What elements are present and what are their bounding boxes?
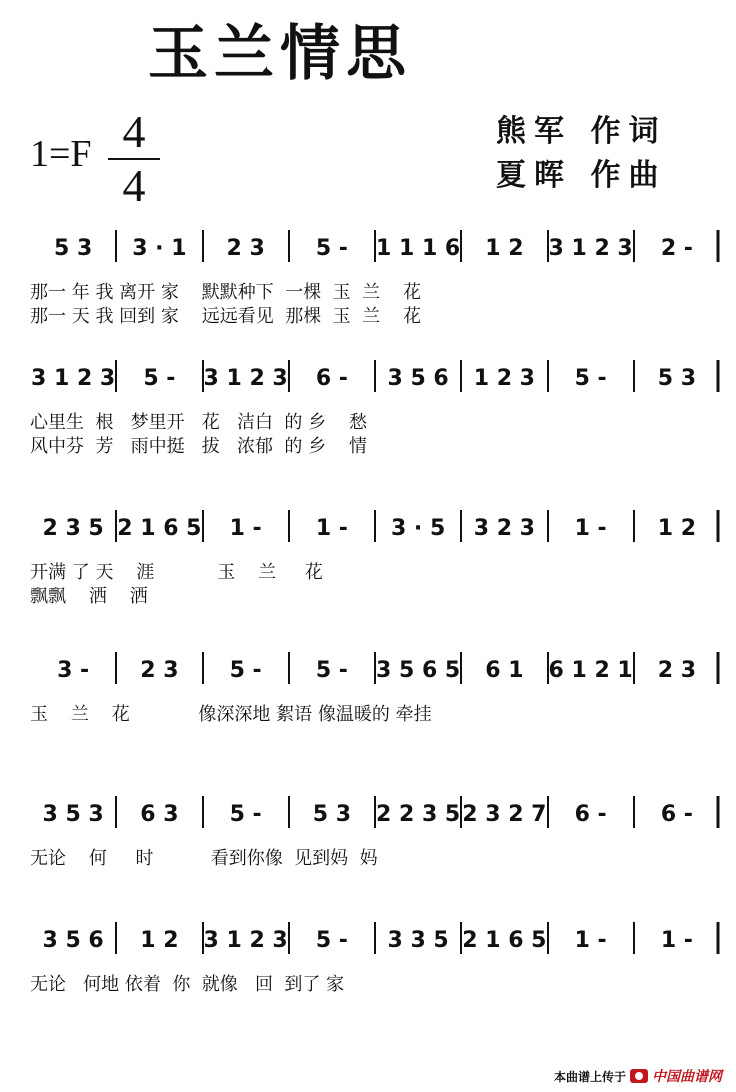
measure-notes: 6 1 — [485, 658, 524, 683]
measure-notes: 3 5 6 — [42, 928, 104, 953]
measure-notes: 3 1 2 3 — [548, 236, 633, 261]
measure-notes: 1 2 3 — [473, 366, 535, 391]
measure-notes: 5 - — [315, 236, 348, 261]
notation-svg — [30, 650, 720, 692]
time-signature-top: 4 — [122, 106, 146, 157]
measure-notes: 5 - — [229, 802, 262, 827]
lyric-line: 无论 何地 依着 你 就像 回 到了 家 — [30, 974, 345, 995]
measure-notes: 5 3 — [312, 802, 352, 827]
lyric-line: 玉 兰 花 像深深地 絮语 像温暖的 牵挂 — [30, 704, 432, 725]
measure-notes: 6 - — [574, 802, 607, 827]
measure-notes: 5 - — [143, 366, 176, 391]
song-title: 玉兰情思 — [148, 19, 412, 89]
time-signature — [108, 108, 160, 210]
measure-notes: 1 2 — [485, 236, 524, 261]
measure-notes: 5 - — [574, 366, 607, 391]
notation-line — [30, 508, 720, 548]
lyric-line: 那一 年 我 离开 家 默默种下 一棵 玉 兰 花 — [30, 282, 421, 303]
notation-line — [30, 228, 720, 268]
measure-notes: 2 3 5 — [42, 516, 104, 541]
measure-notes: 3 5 6 5 — [376, 658, 461, 683]
measure-notes: 1 - — [660, 928, 693, 953]
measure-notes: 3 2 3 — [473, 516, 535, 541]
measure-notes: 6 - — [315, 366, 348, 391]
notation-svg — [30, 794, 720, 836]
notation-svg — [30, 920, 720, 962]
measure-notes: 2 3 — [226, 236, 265, 261]
notation-line — [30, 650, 720, 690]
measure-notes: 5 - — [315, 658, 348, 683]
key-signature: 1=F — [30, 133, 92, 175]
measure-notes: 2 2 3 5 — [376, 802, 461, 827]
measure-notes: 2 3 — [140, 658, 179, 683]
measure-notes: 6 1 2 1 — [548, 658, 633, 683]
measure-notes: 3 5 6 — [387, 366, 449, 391]
measure-notes: 3 1 2 3 — [203, 366, 288, 391]
measure-notes: 1 - — [315, 516, 348, 541]
measure-notes: 1 1 1 6 — [376, 236, 461, 261]
measure-notes: 2 1 6 5 — [462, 928, 547, 953]
measure-notes: 5 - — [229, 658, 262, 683]
time-signature-bottom: 4 — [122, 160, 146, 211]
measure-notes: 3 - — [57, 658, 90, 683]
notation-svg — [30, 358, 720, 400]
measure-notes: 6 - — [660, 802, 693, 827]
lyric-line: 风中芬 芳 雨中挺 拔 浓郁 的 乡 情 — [30, 436, 367, 457]
notation-line — [30, 794, 720, 834]
measure-notes: 1 2 — [657, 516, 697, 541]
measure-notes: 3 · 1 — [132, 236, 187, 261]
measure-notes: 1 2 — [140, 928, 179, 953]
notation-line — [30, 920, 720, 960]
lyric-line: 那一 天 我 回到 家 远远看见 那棵 玉 兰 花 — [30, 306, 421, 327]
measure-notes: 1 - — [574, 516, 607, 541]
composer-credit: 夏晖 作曲 — [496, 158, 667, 193]
measure-notes: 6 3 — [140, 802, 179, 827]
measure-notes: 3 1 2 3 — [31, 366, 116, 391]
measure-notes: 2 3 — [657, 658, 697, 683]
site-logo-icon — [630, 1069, 648, 1083]
notation-line — [30, 358, 720, 398]
lyric-line: 飘飘 洒 洒 — [30, 586, 148, 607]
measure-notes: 2 1 6 5 — [117, 516, 202, 541]
notation-svg — [30, 508, 720, 550]
lyric-line: 开满 了 天 涯 玉 兰 花 — [30, 562, 323, 583]
measure-notes: 2 - — [660, 236, 693, 261]
measure-notes: 3 5 3 — [42, 802, 104, 827]
measure-notes: 5 3 — [53, 236, 93, 261]
lyric-line: 心里生 根 梦里开 花 洁白 的 乡 愁 — [30, 412, 367, 433]
measure-notes: 5 - — [315, 928, 348, 953]
lyric-line: 无论 何 时 看到你像 见到妈 妈 — [30, 848, 378, 869]
footer-text: 本曲谱上传于 — [553, 1069, 626, 1084]
measure-notes: 1 - — [574, 928, 607, 953]
measure-notes: 3 1 2 3 — [203, 928, 288, 953]
notation-svg — [30, 228, 720, 270]
measure-notes: 3 3 5 — [387, 928, 449, 953]
measure-notes: 1 - — [229, 516, 262, 541]
measure-notes: 5 3 — [657, 366, 697, 391]
measure-notes: 2 3 2 7 — [462, 802, 547, 827]
lyricist-credit: 熊军 作词 — [496, 114, 667, 149]
measure-notes: 3 · 5 — [390, 516, 446, 541]
upload-footer — [554, 1066, 722, 1086]
site-logo-text: 中国曲谱网 — [652, 1069, 722, 1085]
